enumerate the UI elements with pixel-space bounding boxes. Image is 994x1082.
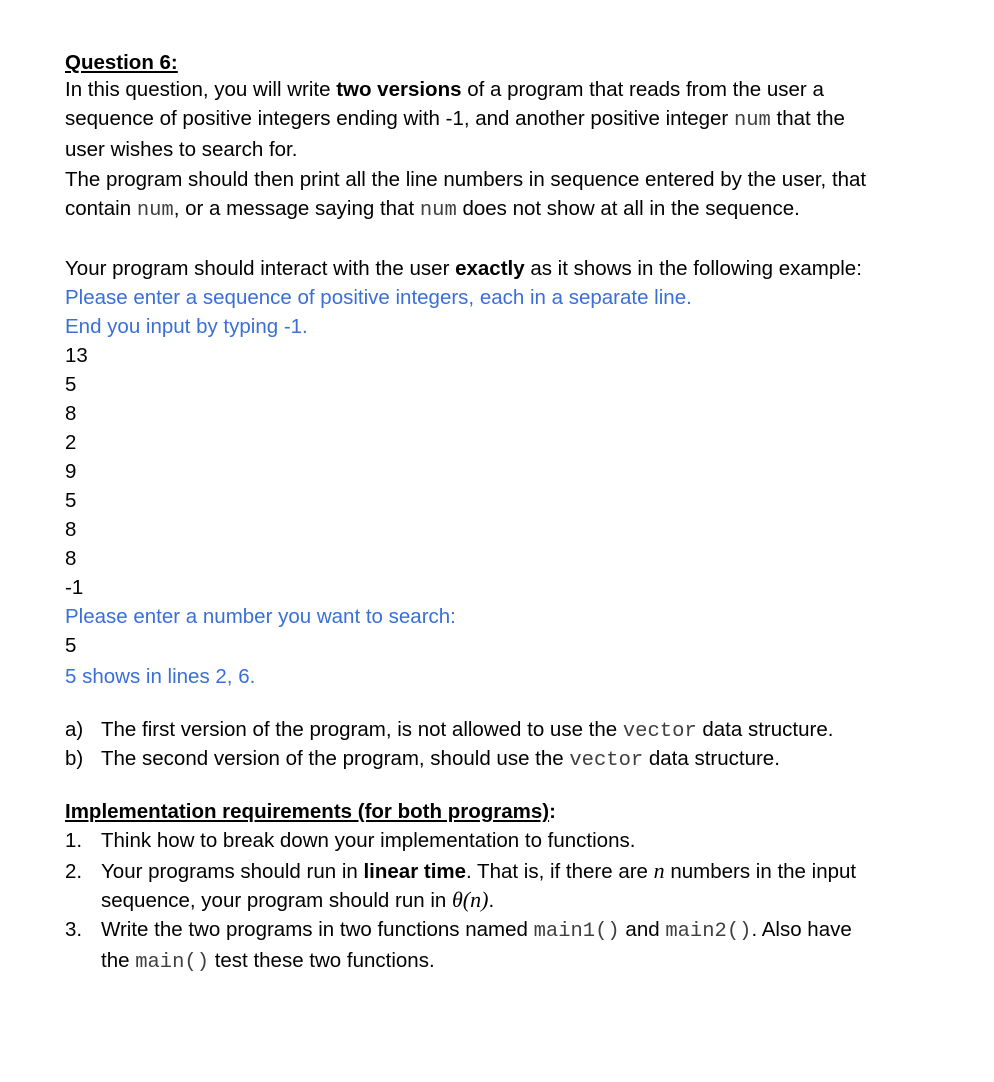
code-num: num: [136, 199, 174, 222]
code-main2: main2(): [665, 920, 752, 943]
example-input: 8: [65, 402, 77, 425]
text: sequence, your program should run in: [101, 889, 452, 912]
bold-text: two versions: [336, 78, 462, 101]
para2-line-1: The program should then print all the line numbers in sequence entered by the user, that: [65, 168, 867, 191]
list-number: 1.: [65, 829, 83, 852]
text: does not show at all in the sequence.: [456, 197, 800, 220]
example-input: 5: [65, 373, 77, 396]
requirement-1: [65, 828, 635, 854]
example-input: 5: [65, 489, 77, 512]
requirement-2: [65, 858, 856, 885]
example-prompt-2: End you input by typing -1.: [65, 315, 308, 338]
code-num: num: [733, 109, 771, 132]
version-b: [65, 746, 780, 774]
text: , or a message saying that: [173, 197, 420, 220]
bold-text: linear time: [363, 860, 467, 883]
code-vector: vector: [622, 720, 697, 743]
example-prompt-3: Please enter a number you want to search:: [65, 605, 456, 628]
example-input: 9: [65, 460, 77, 483]
text: of a program that reads from the user a: [461, 78, 824, 101]
text: contain: [65, 197, 137, 220]
requirement-3-cont: [101, 948, 435, 976]
text: The second version of the program, should use the: [101, 747, 570, 770]
requirement-2-cont: [101, 887, 494, 914]
text: data structure.: [696, 718, 834, 741]
requirements-heading: [65, 799, 556, 825]
math-theta: θ(n): [451, 887, 489, 912]
code-num: num: [419, 199, 457, 222]
text: the: [101, 949, 136, 972]
text: sequence of positive integers ending with -1, and another positive integer: [65, 107, 734, 130]
text: and: [619, 918, 666, 941]
bold-text: exactly: [455, 257, 525, 280]
para2-line-2: [65, 196, 800, 224]
list-number: 3.: [65, 918, 83, 941]
intro-line-2: [65, 106, 845, 134]
code-main: main(): [135, 951, 210, 974]
list-label: a): [65, 718, 84, 741]
example-search-input: 5: [65, 634, 77, 657]
text: .: [488, 889, 495, 912]
math-n: n: [653, 858, 665, 883]
text: . Also have: [751, 918, 852, 941]
example-input: 13: [65, 344, 88, 367]
text: In this question, you will write: [65, 78, 337, 101]
example-input: 8: [65, 518, 77, 541]
text: data structure.: [643, 747, 780, 770]
version-a: [65, 717, 833, 745]
text: Your program should interact with the user: [65, 257, 456, 280]
code-main1: main1(): [533, 920, 620, 943]
example-prompt-1: Please enter a sequence of positive integers, each in a separate line.: [65, 286, 692, 309]
example-input: 8: [65, 547, 77, 570]
heading-text: Implementation requirements (for both programs): [65, 800, 550, 823]
list-label: b): [65, 747, 84, 770]
para3-line: [65, 256, 862, 282]
text: that the: [770, 107, 845, 130]
list-number: 2.: [65, 860, 83, 883]
text: Your programs should run in: [101, 860, 364, 883]
text: test these two functions.: [209, 949, 435, 972]
example-input: 2: [65, 431, 77, 454]
code-vector: vector: [569, 749, 644, 772]
text: Write the two programs in two functions named: [101, 918, 534, 941]
text: Think how to break down your implementation to functions.: [101, 829, 636, 852]
heading-colon: :: [549, 800, 556, 823]
example-result: 5 shows in lines 2, 6.: [65, 665, 256, 688]
text: . That is, if there are: [466, 860, 654, 883]
requirement-3: [65, 917, 852, 945]
text: as it shows in the following example:: [524, 257, 862, 280]
example-input: -1: [65, 576, 84, 599]
question-title: Question 6:: [65, 51, 178, 74]
intro-line-1: [65, 77, 824, 103]
text: numbers in the input: [664, 860, 857, 883]
text: The first version of the program, is not allowed to use the: [101, 718, 623, 741]
intro-line-3: user wishes to search for.: [65, 138, 298, 161]
